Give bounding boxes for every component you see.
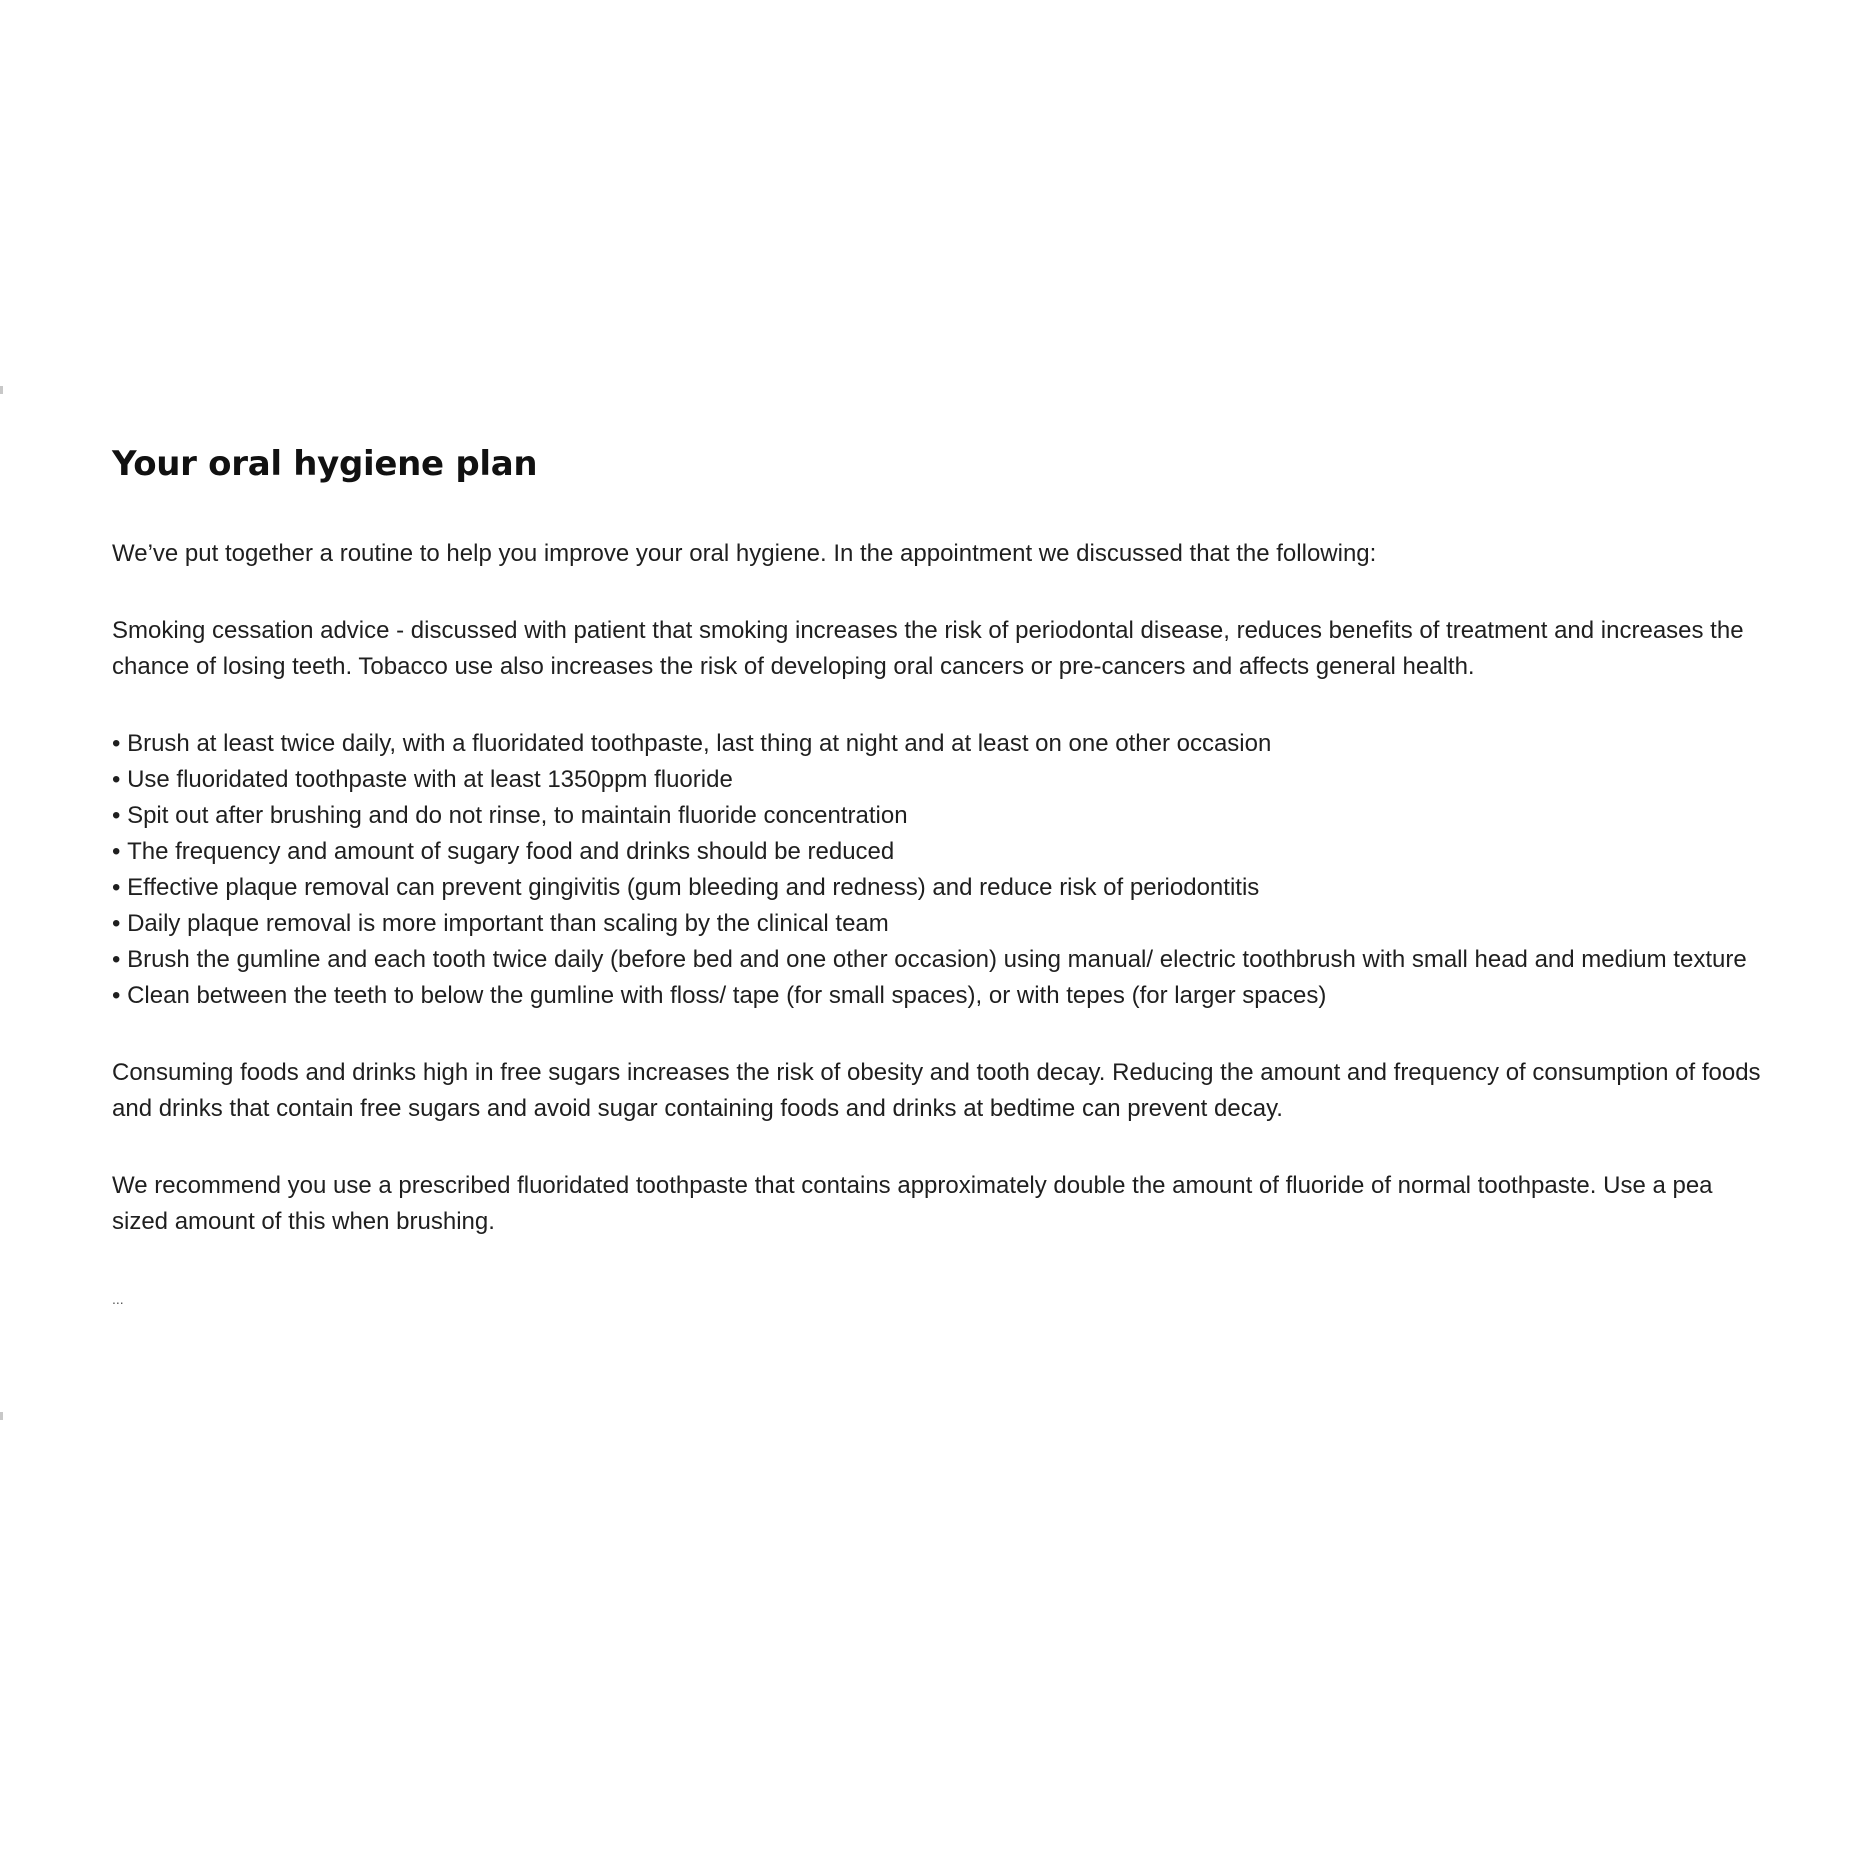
page-edge-mark-top xyxy=(0,386,3,394)
list-item: • Brush the gumline and each tooth twice daily (before bed and one other occasion) using manual/ electric toothbrush with small head and medium texture xyxy=(112,942,1772,978)
list-item: • The frequency and amount of sugary food and drinks should be reduced xyxy=(112,834,1772,870)
list-item: • Use fluoridated toothpaste with at least 1350ppm fluoride xyxy=(112,762,1772,798)
page-edge-mark-bottom xyxy=(0,1412,3,1420)
oral-hygiene-plan-document xyxy=(112,440,1772,1317)
list-item: • Brush at least twice daily, with a fluoridated toothpaste, last thing at night and at least on one other occasion xyxy=(112,726,1772,762)
toothpaste-advice-paragraph: We recommend you use a prescribed fluoridated toothpaste that contains approximately double the amount of fluoride of normal toothpaste. Use a pea sized amount of this when brushing. xyxy=(112,1172,1713,1235)
page-title: Your oral hygiene plan xyxy=(112,444,538,484)
sugar-advice-paragraph: Consuming foods and drinks high in free sugars increases the risk of obesity and tooth decay. Reducing the amount and frequency of consumption of foods and drinks that contain free sugars and avoid sugar containing foods and drinks at bedtime can prevent decay. xyxy=(112,1059,1761,1122)
intro-paragraph: We’ve put together a routine to help you improve your oral hygiene. In the appointment we discussed that the following: xyxy=(112,540,1377,567)
list-item: • Effective plaque removal can prevent gingivitis (gum bleeding and redness) and reduce risk of periodontitis xyxy=(112,870,1772,906)
list-item: • Clean between the teeth to below the gumline with floss/ tape (for small spaces), or with tepes (for larger spaces) xyxy=(112,978,1772,1014)
list-item: • Spit out after brushing and do not rinse, to maintain fluoride concentration xyxy=(112,798,1772,834)
hygiene-bullet-list xyxy=(112,726,1772,1014)
continuation-ellipsis: ... xyxy=(112,1291,124,1307)
list-item: • Daily plaque removal is more important than scaling by the clinical team xyxy=(112,906,1772,942)
smoking-advice-paragraph: Smoking cessation advice - discussed with patient that smoking increases the risk of periodontal disease, reduces benefits of treatment and increases the chance of losing teeth. Tobacco use also increases the risk of developing oral cancers or pre-cancers and affects general health. xyxy=(112,617,1744,680)
